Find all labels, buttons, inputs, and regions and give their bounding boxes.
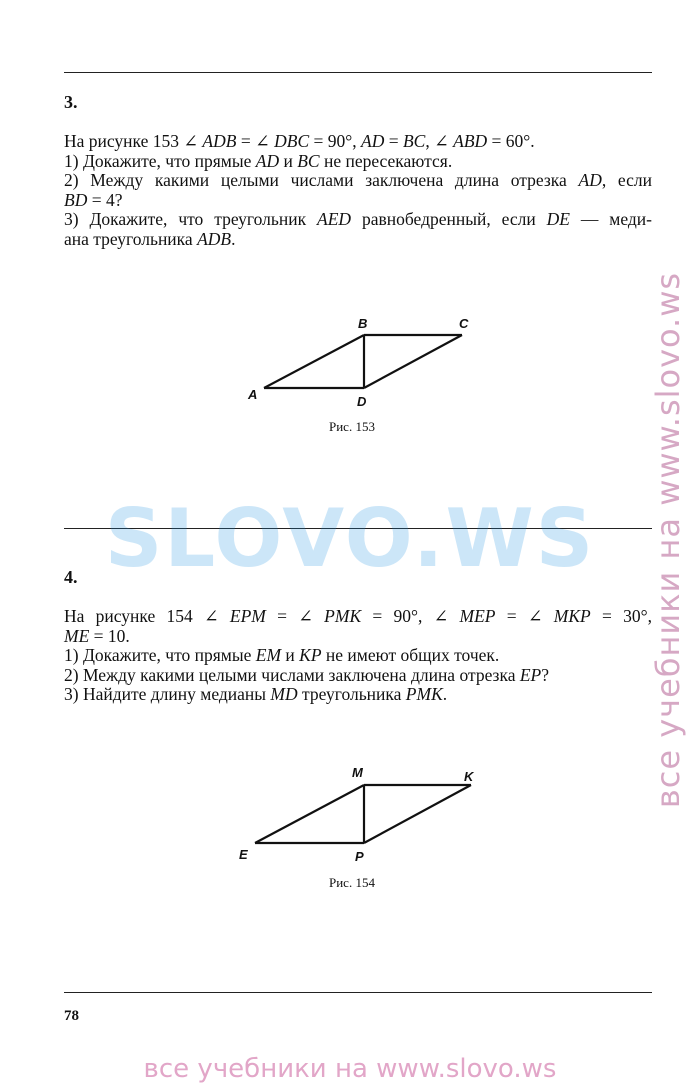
problem-3-question-1: 1) Докажите, что прямые AD и BC не пересекаются. <box>64 150 453 171</box>
problem-4-question-1: 1) Докажите, что прямые EM и KP не имеют общих точек. <box>64 645 500 665</box>
watermark-bottom: все учебники на www.slovo.ws <box>143 1054 557 1084</box>
label-c: C <box>459 316 469 331</box>
segment-kp <box>364 785 471 843</box>
figure-153-caption: Рис. 153 <box>329 419 375 434</box>
problem-4-number: 4. <box>64 567 78 587</box>
label-m: M <box>352 765 363 780</box>
problem-4-text <box>64 607 652 705</box>
problem-3-condition: На рисунке 153 ∠ ADB = ∠ DBC = 90°, AD = BC, ∠ ABD = 60°. <box>64 131 535 151</box>
label-p: P <box>355 849 364 864</box>
bottom-divider <box>64 992 652 993</box>
label-k: K <box>464 769 474 784</box>
label-d: D <box>357 394 367 409</box>
watermark-side <box>648 140 688 940</box>
problem-4-question-3: 3) Найдите длину медианы MD треугольника PMK. <box>64 684 448 704</box>
label-e: E <box>239 847 248 862</box>
problem-4-condition: На рисунке 154 ∠ EPM = ∠ PMK = 90°, ∠ MEP = ∠ MKP = 30°, <box>64 606 652 626</box>
problem-4-question-2: 2) Между какими целыми числами заключена длина отрезка EP? <box>64 664 550 685</box>
label-a: A <box>248 387 258 402</box>
segment-ab <box>264 335 364 388</box>
problem-3-number: 3. <box>64 92 78 112</box>
problem-3-question-2-cont: BD = 4? <box>64 189 123 210</box>
watermark-center: SLOVO.WS <box>104 492 596 585</box>
figure-154-caption: Рис. 154 <box>329 875 375 890</box>
problem-3-question-3-cont: ана треугольника ADB. <box>64 228 236 249</box>
watermark-side-text: все учебники на www.slovo.ws <box>649 271 687 809</box>
label-b: B <box>358 316 368 331</box>
problem-4-condition-cont: ME = 10. <box>64 625 130 646</box>
segment-em <box>255 785 364 843</box>
page-number: 78 <box>64 1008 79 1024</box>
segment-cd <box>364 335 462 388</box>
problem-3-question-3: 3) Докажите, что треугольник AED равнобедренный, если DE — меди- <box>64 209 652 229</box>
problem-3-question-2: 2) Между какими целыми числами заключена длина отрезка AD, если <box>64 170 652 190</box>
